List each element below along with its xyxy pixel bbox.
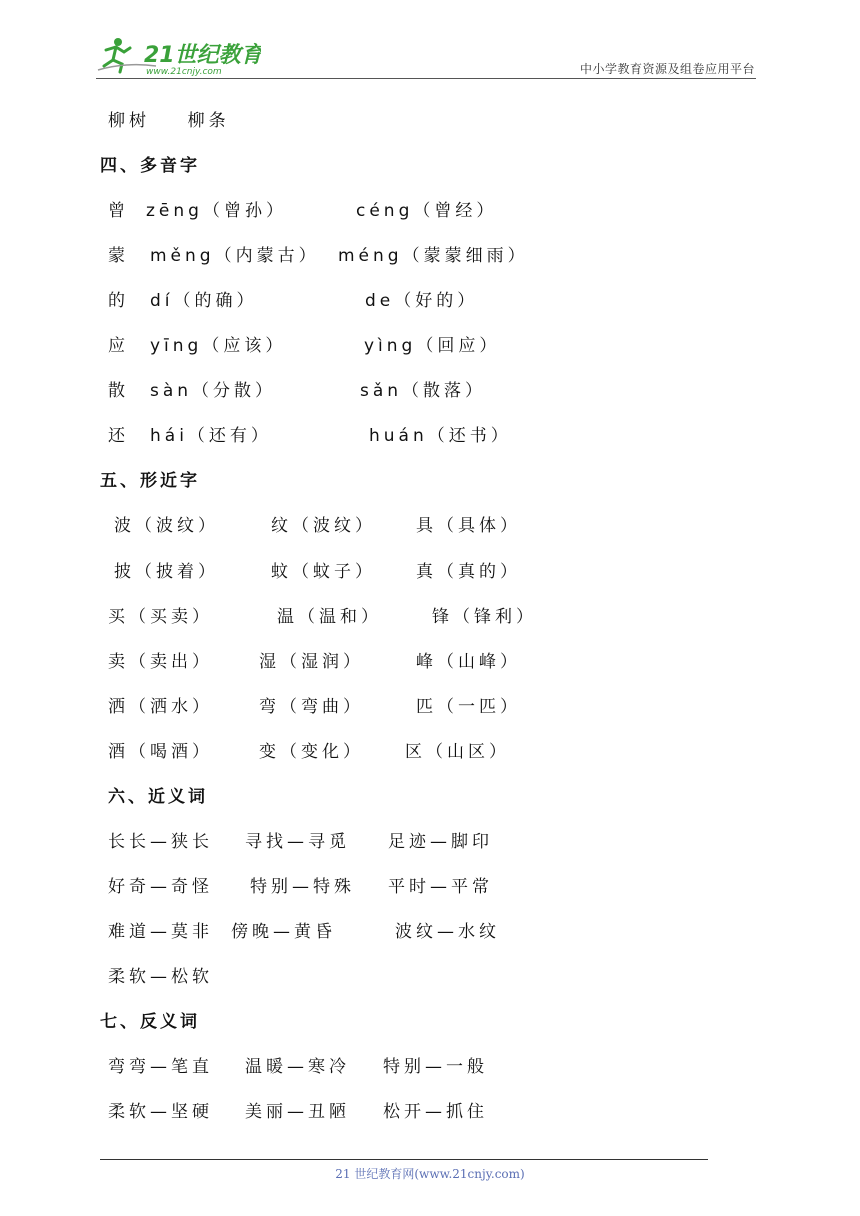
header-divider xyxy=(96,78,756,79)
runner-logo-icon xyxy=(96,36,261,78)
footer-divider xyxy=(100,1159,708,1160)
synonym-pair: 寻找—寻觅 xyxy=(245,832,350,852)
polyphone-reading-b: sǎn（散落） xyxy=(360,381,487,401)
site-logo xyxy=(96,36,261,78)
section-heading-synonyms: 六、近义词 xyxy=(108,787,208,807)
similar-char-item: 蚊（蚊子） xyxy=(271,562,376,582)
similar-char-item: 真（真的） xyxy=(416,562,521,582)
similar-char-item: 峰（山峰） xyxy=(416,652,521,672)
synonym-pair: 特别—特殊 xyxy=(250,877,355,897)
similar-char-item: 具（具体） xyxy=(416,516,521,536)
similar-char-item: 变（变化） xyxy=(259,742,364,762)
similar-char-item: 温（温和） xyxy=(277,607,382,627)
synonym-pair: 好奇—奇怪 xyxy=(108,877,213,897)
polyphone-char: 蒙 xyxy=(108,246,129,266)
similar-char-item: 区（山区） xyxy=(405,742,510,762)
similar-char-item: 洒（洒水） xyxy=(108,697,213,717)
antonym-pair: 温暖—寒冷 xyxy=(245,1057,350,1077)
antonym-pair: 柔软—坚硬 xyxy=(108,1102,213,1122)
synonym-pair: 平时—平常 xyxy=(388,877,493,897)
similar-char-item: 酒（喝酒） xyxy=(108,742,213,762)
intro-line: 柳树 柳条 xyxy=(108,111,230,131)
similar-char-item: 纹（波纹） xyxy=(271,516,376,536)
section-heading-antonyms: 七、反义词 xyxy=(100,1012,200,1032)
polyphone-char: 曾 xyxy=(108,201,129,221)
polyphone-char: 还 xyxy=(108,426,129,446)
antonym-pair: 特别—一般 xyxy=(383,1057,488,1077)
similar-char-item: 锋（锋利） xyxy=(432,607,537,627)
similar-char-item: 波（波纹） xyxy=(114,516,219,536)
polyphone-char: 的 xyxy=(108,291,129,311)
similar-char-item: 卖（卖出） xyxy=(108,652,213,672)
logo-text: 21世纪教育 xyxy=(144,43,261,68)
polyphone-char: 散 xyxy=(108,381,129,401)
similar-char-item: 湿（湿润） xyxy=(259,652,364,672)
polyphone-reading-a: hái（还有） xyxy=(150,426,272,446)
polyphone-reading-a: yīng（应该） xyxy=(150,336,287,356)
polyphone-reading-b: huán（还书） xyxy=(369,426,512,446)
polyphone-reading-a: dí（的确） xyxy=(150,291,258,311)
polyphone-reading-a: zēng（曾孙） xyxy=(146,201,287,221)
synonym-pair: 傍晚—黄昏 xyxy=(231,922,336,942)
polyphone-reading-b: céng（曾经） xyxy=(356,201,498,221)
antonym-pair: 弯弯—笔直 xyxy=(108,1057,213,1077)
polyphone-reading-a: měng（内蒙古） xyxy=(150,246,320,266)
similar-char-item: 弯（弯曲） xyxy=(259,697,364,717)
similar-char-item: 买（买卖） xyxy=(108,607,213,627)
section-heading-similar-chars: 五、形近字 xyxy=(100,471,200,491)
polyphone-char: 应 xyxy=(108,336,129,356)
polyphone-reading-b: yìng（回应） xyxy=(364,336,501,356)
synonym-pair: 柔软—松软 xyxy=(108,967,213,987)
synonym-pair: 难道—莫非 xyxy=(108,922,213,942)
platform-tagline: 中小学教育资源及组卷应用平台 xyxy=(579,62,755,76)
logo-url: www.21cnjy.com xyxy=(146,67,222,77)
antonym-pair: 美丽—丑陋 xyxy=(245,1102,350,1122)
polyphone-reading-a: sàn（分散） xyxy=(150,381,277,401)
footer-site-link[interactable]: 21 世纪教育网(www.21cnjy.com) xyxy=(335,1167,525,1181)
section-heading-polyphones: 四、多音字 xyxy=(100,156,200,176)
synonym-pair: 足迹—脚印 xyxy=(388,832,493,852)
similar-char-item: 披（披着） xyxy=(114,562,219,582)
similar-char-item: 匹（一匹） xyxy=(416,697,521,717)
antonym-pair: 松开—抓住 xyxy=(383,1102,488,1122)
polyphone-reading-b: de（好的） xyxy=(365,291,479,311)
synonym-pair: 长长—狭长 xyxy=(108,832,213,852)
polyphone-reading-b: méng（蒙蒙细雨） xyxy=(338,246,529,266)
synonym-pair: 波纹—水纹 xyxy=(395,922,500,942)
